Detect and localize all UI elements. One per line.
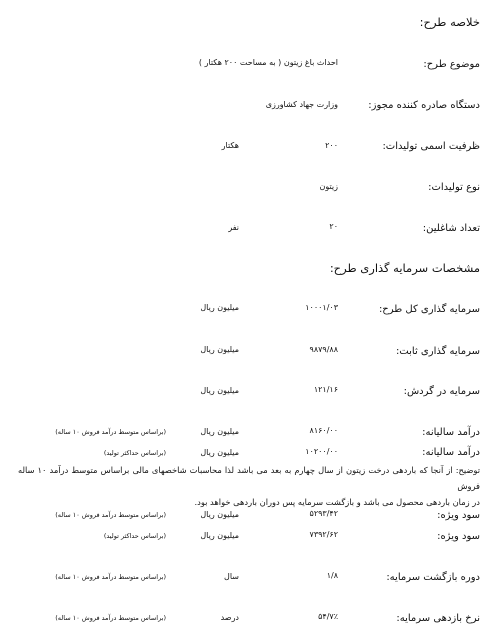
return-rate-unit: درصد — [220, 613, 239, 622]
working-capital-value: ۱۲۱/۱۶ — [313, 385, 338, 394]
staff-label: تعداد شاغلین: — [422, 223, 480, 234]
payback-period-label: دوره بازگشت سرمایه: — [386, 572, 480, 583]
fixed-investment-unit: میلیون ریال — [200, 345, 239, 354]
net-profit-max-value: ۷۳۹۲/۶۲ — [309, 530, 338, 539]
explanation-paragraph — [18, 462, 480, 510]
annual-income-label: درآمد سالیانه: — [422, 427, 480, 438]
payback-period-note: (براساس متوسط درآمد فروش ۱۰ ساله) — [55, 573, 166, 581]
issuer-label: دستگاه صادره کننده مجوز: — [368, 100, 480, 111]
net-profit-value: ۵۲۹۳/۴۲ — [309, 509, 338, 518]
subject-value: احداث باغ زیتون ( به مساحت ۲۰۰ هکتار ) — [198, 58, 338, 67]
capacity-unit: هکتار — [221, 141, 239, 150]
annual-income-max-unit: میلیون ریال — [200, 448, 239, 457]
payback-period-value: ۱/۸ — [326, 571, 338, 580]
investment-title: مشخصات سرمایه گذاری طرح: — [329, 261, 480, 275]
net-profit-note: (براساس متوسط درآمد فروش ۱۰ ساله) — [55, 511, 166, 519]
issuer-value: وزارت جهاد کشاورزی — [265, 100, 338, 109]
capacity-value: ۲۰۰ — [325, 141, 338, 150]
annual-income-max-label: درآمد سالیانه: — [422, 447, 480, 458]
product-value: زیتون — [319, 182, 338, 191]
return-rate-note: (براساس متوسط درآمد فروش ۱۰ ساله) — [55, 614, 166, 622]
working-capital-unit: میلیون ریال — [200, 386, 239, 395]
net-profit-max-unit: میلیون ریال — [200, 531, 239, 540]
net-profit-max-label: سود ویژه: — [437, 531, 480, 542]
annual-income-max-note: (براساس حداکثر تولید) — [103, 449, 166, 457]
annual-income-note: (براساس متوسط درآمد فروش ۱۰ ساله) — [55, 428, 166, 436]
explanation-line-1: توضیح: از آنجا که باردهی درخت زیتون از سال چهارم به بعد می باشد لذا محاسبات شاخصهای مالی براساس متوسط درآمد ۱۰ ساله فروش — [18, 465, 481, 491]
summary-title: خلاصه طرح: — [419, 15, 480, 29]
capacity-label: ظرفیت اسمی تولیدات: — [382, 141, 480, 152]
fixed-investment-label: سرمایه گذاری ثابت: — [395, 346, 480, 357]
annual-income-value: ۸۱۶۰/۰۰ — [309, 426, 338, 435]
staff-unit: نفر — [228, 223, 239, 232]
working-capital-label: سرمایه در گردش: — [403, 386, 480, 397]
net-profit-label: سود ویژه: — [437, 510, 480, 521]
total-investment-unit: میلیون ریال — [200, 303, 239, 312]
explanation-line-2: در زمان باردهی محصول می باشد و بازگشت سرمایه پس دوران باردهی خواهد بود. — [194, 497, 480, 507]
subject-label: موضوع طرح: — [423, 59, 480, 70]
return-rate-label: نرخ بازدهی سرمایه: — [396, 613, 480, 624]
return-rate-value: ۵۴/۷٪ — [318, 612, 338, 621]
fixed-investment-value: ۹۸۷۹/۸۸ — [309, 345, 338, 354]
net-profit-max-note: (براساس حداکثر تولید) — [103, 532, 166, 540]
annual-income-unit: میلیون ریال — [200, 427, 239, 436]
product-label: نوع تولیدات: — [428, 182, 480, 193]
staff-value: ۲۰ — [329, 222, 338, 231]
annual-income-max-value: ۱۰۲۰۰/۰۰ — [305, 447, 338, 456]
payback-period-unit: سال — [224, 572, 239, 581]
net-profit-unit: میلیون ریال — [200, 510, 239, 519]
total-investment-label: سرمایه گذاری کل طرح: — [378, 304, 480, 315]
total-investment-value: ۱۰۰۰۱/۰۳ — [305, 303, 338, 312]
